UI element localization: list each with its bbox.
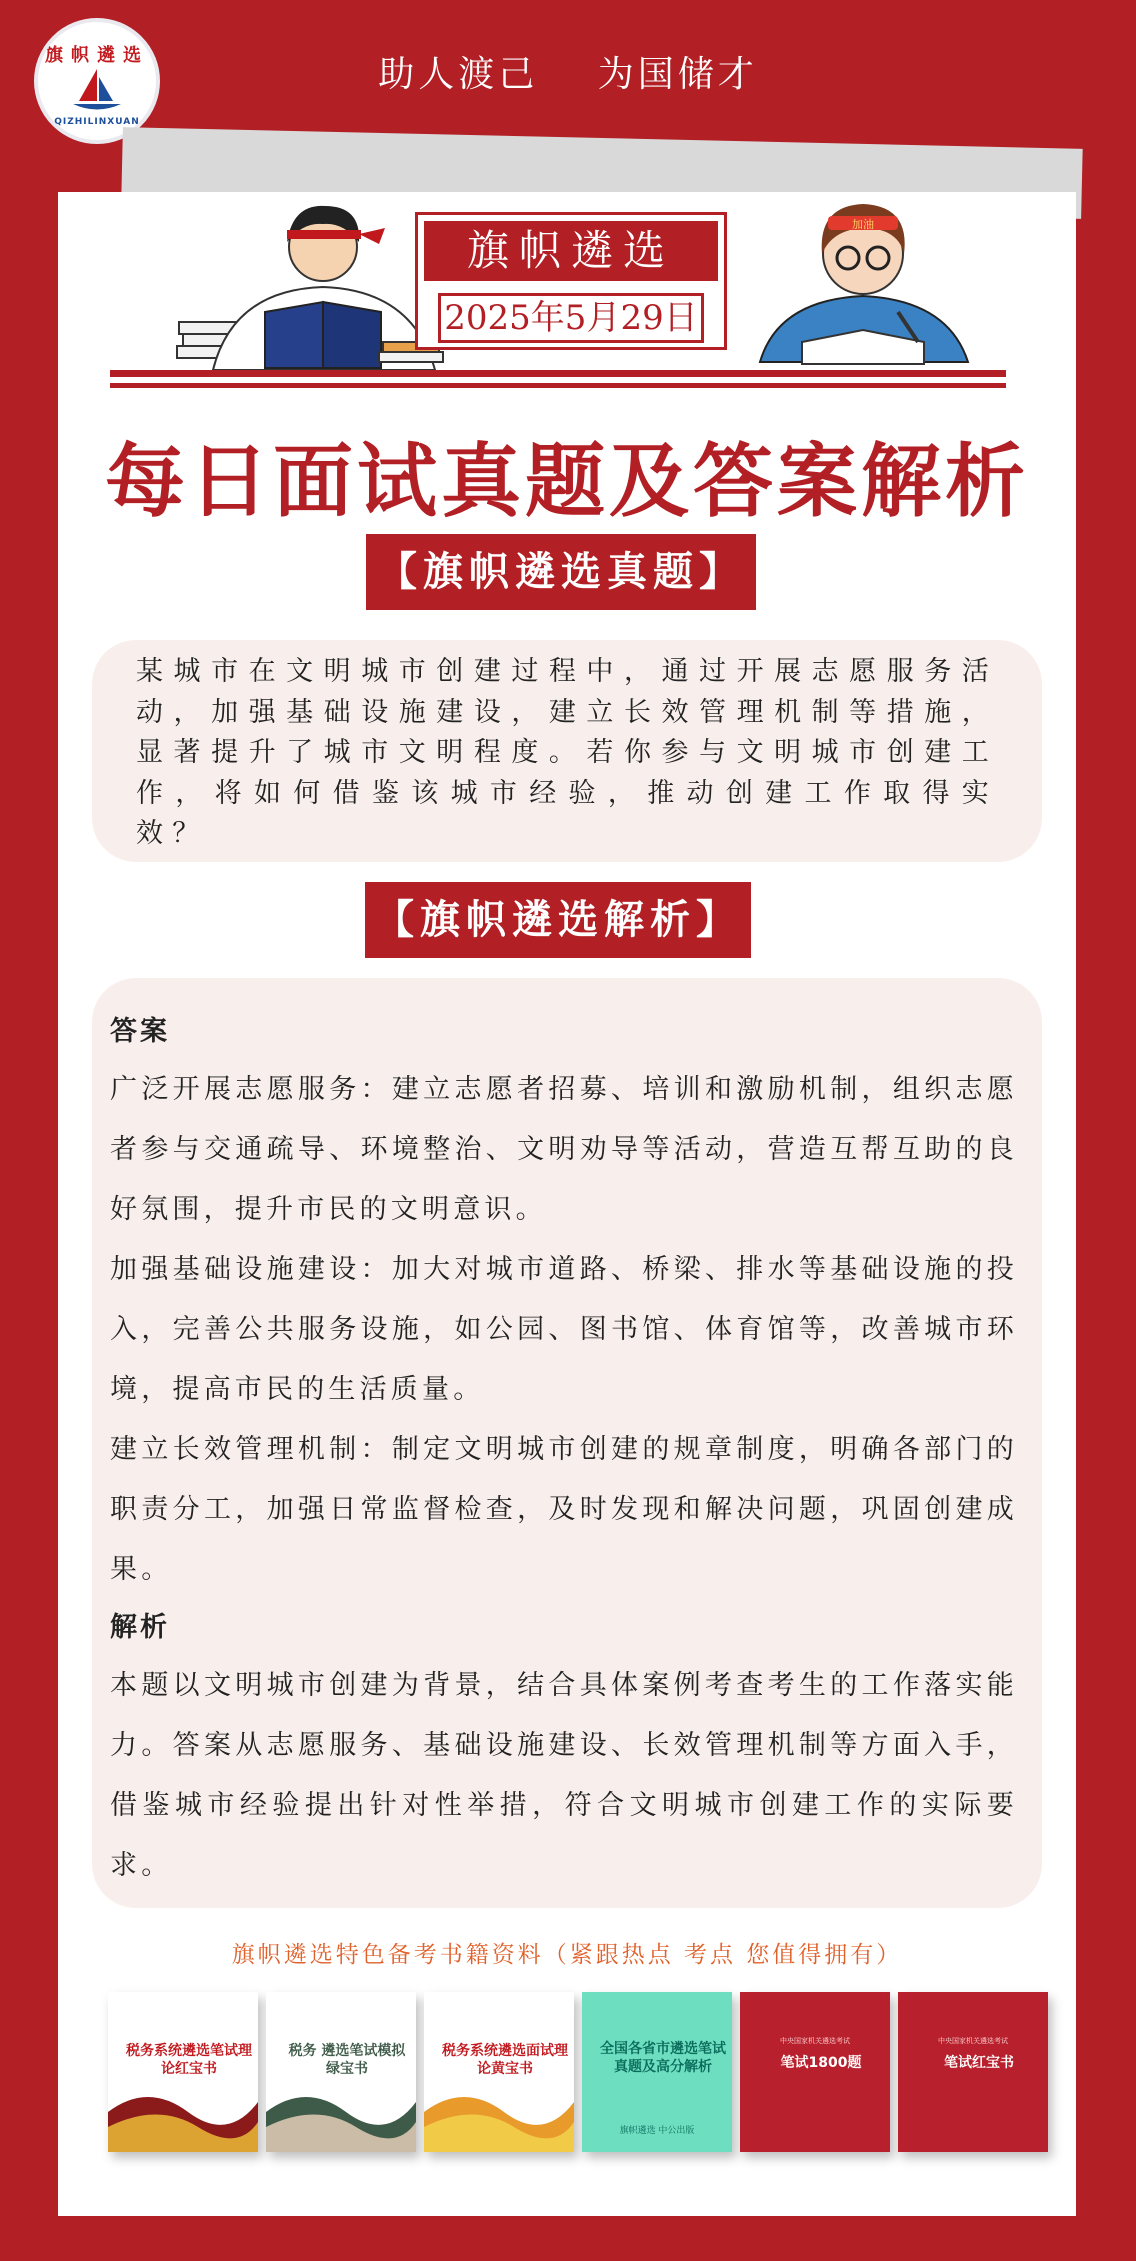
logo-brand-text: 旗帜遴选: [45, 45, 149, 66]
answer-label: 答案: [110, 1016, 170, 1047]
content-card: [58, 192, 1076, 2216]
book-cover[interactable]: [582, 1992, 732, 2152]
answer-box: [92, 978, 1042, 1908]
question-box: [92, 640, 1042, 862]
divider-thin: [110, 383, 1006, 388]
book-title: 税务系统遴选笔试理论红宝书: [126, 2043, 252, 2077]
title-date: 2025年5月29日: [438, 293, 704, 343]
wave-decoration: [108, 2072, 258, 2152]
title-brand: 旗帜遴选: [424, 221, 718, 281]
book-cover[interactable]: [266, 1992, 416, 2152]
title-box: [415, 212, 727, 350]
answer-point: 加强基础设施建设：加大对城市道路、桥梁、排水等基础设施的投入，完善公共服务设施，如公园、图书馆、体育馆等，改善城市环境，提高市民的生活质量。: [110, 1254, 1018, 1405]
book-title: 笔试1800题: [780, 2055, 862, 2071]
analysis-badge: 【旗帜遴选解析】: [365, 882, 751, 958]
question-badge: 【旗帜遴选真题】: [366, 534, 756, 610]
book-title: 税务 遴选笔试模拟绿宝书: [288, 2043, 406, 2077]
book-cover[interactable]: [108, 1992, 258, 2152]
book-shelf: [108, 1992, 1028, 2152]
wave-decoration: [266, 2072, 416, 2152]
cheer-band-text: 加油: [852, 218, 874, 231]
book-publisher: 旗帜遴选 中公出版: [619, 2126, 695, 2136]
book-title: 税务系统遴选面试理论黄宝书: [442, 2043, 568, 2077]
answer-point: 广泛开展志愿服务：建立志愿者招募、培训和激励机制，组织志愿者参与交通疏导、环境整治、文明劝导等活动，营造互帮互助的良好氛围，提升市民的文明意识。: [110, 1074, 1018, 1225]
logo-pinyin-text: QIZHILINXUAN: [54, 117, 140, 127]
slogan-left: 助人渡己: [378, 54, 539, 95]
book-title: 笔试红宝书: [944, 2055, 1014, 2071]
question-text: 某城市在文明城市创建过程中，通过开展志愿服务活动，加强基础设施建设，建立长效管理机制等措施，显著提升了城市文明程度。若你参与文明城市创建工作，将如何借鉴该城市经验，推动创建工作取得实效？: [136, 656, 998, 849]
divider-thick: [110, 370, 1006, 377]
book-cover[interactable]: [424, 1992, 574, 2152]
books-caption: 旗帜遴选特色备考书籍资料（紧跟热点 考点 您值得拥有）: [231, 1942, 903, 1968]
analysis-label: 解析: [110, 1612, 170, 1643]
answer-point: 建立长效管理机制：制定文明城市创建的规章制度，明确各部门的职责分工，加强日常监督检查，及时发现和解决问题，巩固创建成果。: [110, 1434, 1018, 1585]
book-series: 中央国家机关遴选考试: [938, 2037, 1008, 2045]
slogan-right: 为国储才: [597, 54, 758, 95]
main-heading: 每日面试真题及答案解析: [105, 435, 1029, 528]
book-cover[interactable]: [740, 1992, 890, 2152]
book-series: 中央国家机关遴选考试: [780, 2037, 850, 2045]
book-title: 全国各省市遴选笔试真题及高分解析: [600, 2041, 726, 2075]
wave-decoration: [424, 2072, 574, 2152]
analysis-text: 本题以文明城市创建为背景，结合具体案例考查考生的工作落实能力。答案从志愿服务、基础设施建设、长效管理机制等方面入手，借鉴城市经验提出针对性举措，符合文明城市创建工作的实际要求。: [110, 1670, 1018, 1881]
slogan: [0, 46, 1136, 97]
student-writing-illustration: [748, 192, 978, 372]
book-cover[interactable]: [898, 1992, 1048, 2152]
